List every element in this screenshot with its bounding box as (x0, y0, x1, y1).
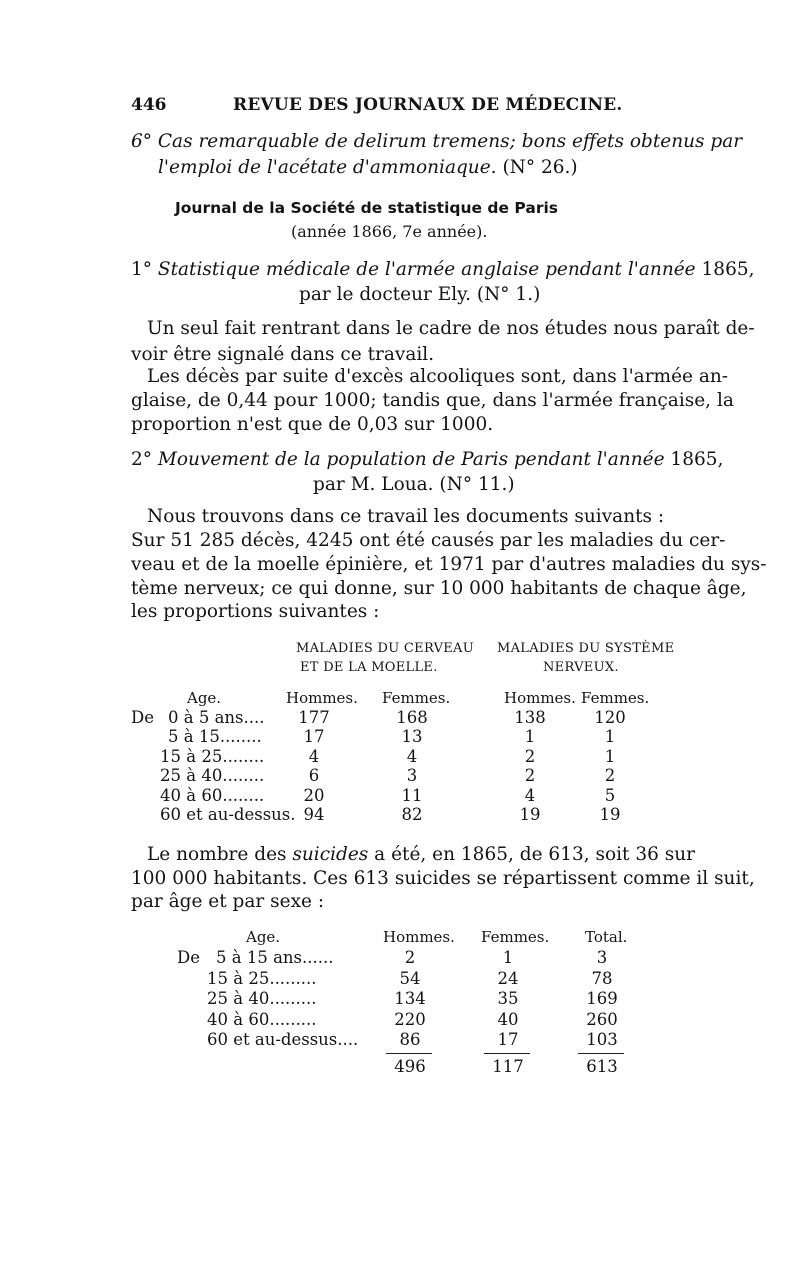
table1-cell: 168 (396, 708, 428, 727)
table1-row-age: 25 à 40........ (160, 766, 265, 786)
item1-author: par le docteur Ely. (N° 1.) (299, 284, 541, 305)
table2-cell: 260 (586, 1009, 618, 1029)
table1-cell: 2 (524, 766, 536, 786)
table1-cell: 82 (401, 805, 423, 824)
item6-line2 (158, 153, 578, 182)
item2-author: par M. Loua. (N° 11.) (313, 474, 515, 495)
table1-col-femmes-2: Femmes. (581, 689, 650, 707)
table2-cell: 220 (394, 1009, 426, 1029)
table1-cell: 1 (524, 727, 536, 747)
table1-group2-line2: NERVEUX. (543, 660, 619, 675)
para3-line5: les proportions suivantes : (131, 601, 380, 622)
running-title: REVUE DES JOURNAUX DE MÉDECINE. (233, 95, 623, 115)
table1-cell: 4 (308, 746, 320, 766)
table2-total-rule-total (578, 1053, 624, 1054)
table2-cell: 3 (596, 948, 608, 967)
para3-line1: Nous trouvons dans ce travail les documents suivants : (147, 506, 665, 527)
para4-line1-b: a été, en 1865, de 613, soit 36 sur (368, 844, 696, 865)
table2-col-hommes: Hommes. (383, 928, 455, 946)
table1-cell: 5 (604, 785, 616, 805)
table1-col-age: Age. (187, 689, 222, 707)
para1-line1: Un seul fait rentrant dans le cadre de nos études nous paraît de- (147, 318, 755, 339)
item1-title: Statistique médicale de l'armée anglaise pendant l'année (157, 259, 696, 280)
table2-total-rule-femmes (484, 1053, 530, 1054)
para4-line2: 100 000 habitants. Ces 613 suicides se répartissent comme il suit, (131, 868, 755, 889)
table2-cell: 2 (404, 948, 416, 967)
para3-line3: veau et de la moelle épinière, et 1971 par d'autres maladies du sys- (131, 554, 767, 575)
para2-line1: Les décès par suite d'excès alcooliques sont, dans l'armée an- (147, 366, 729, 387)
table2-col-age: Age. (246, 928, 281, 946)
table1-cell: 94 (303, 805, 325, 824)
table2-row-age: 25 à 40......... (207, 989, 317, 1009)
table1-cell: 19 (599, 805, 621, 824)
table2-row-age: 5 à 15 ans...... (216, 948, 334, 967)
table2-row-age: 15 à 25......... (207, 968, 317, 988)
table2-cell: 35 (497, 989, 519, 1009)
table1-cell: 2 (604, 766, 616, 786)
table1-row-prefix: De (131, 708, 154, 727)
table2-col-femmes: Femmes. (481, 928, 550, 946)
table2-total-femmes: 117 (492, 1057, 524, 1076)
table2-cell: 169 (586, 989, 618, 1009)
table1-col-hommes-2: Hommes. (504, 689, 576, 707)
table1-row-age: 60 et au-dessus. (160, 805, 296, 824)
table2-total-hommes: 496 (394, 1057, 426, 1076)
table1-cell: 20 (303, 785, 325, 805)
table1-cell: 1 (604, 746, 616, 766)
table2-row-prefix: De (177, 948, 200, 967)
journal-subtitle: (année 1866, 7e année). (291, 222, 488, 241)
table1-row-age: 15 à 25........ (160, 746, 265, 766)
table1-col-hommes-1: Hommes. (286, 689, 358, 707)
table1-cell: 1 (604, 727, 616, 747)
table1-cell: 2 (524, 746, 536, 766)
table2-col-total: Total. (585, 928, 628, 946)
table2-cell: 54 (399, 968, 421, 988)
table1-cell: 120 (594, 708, 626, 727)
table1-row-age: 40 à 60........ (160, 785, 265, 805)
table1-cell: 177 (298, 708, 330, 727)
table1-cell: 6 (308, 766, 320, 786)
journal-title: Journal de la Société de statistique de Paris (175, 199, 559, 217)
table2-row-age: 40 à 60......... (207, 1009, 317, 1029)
table1-group1-line2: ET DE LA MOELLE. (300, 660, 438, 675)
para4-suicides: suicides (292, 844, 369, 865)
table2-cell: 78 (591, 968, 613, 988)
table2-cell: 40 (497, 1009, 519, 1029)
table1-group2-line1: MALADIES DU SYSTÈME (497, 641, 675, 656)
item6-line2-tail: (N° 26.) (496, 157, 578, 178)
table1-row-age: 5 à 15........ (168, 727, 262, 747)
table2-cell: 134 (394, 989, 426, 1009)
table2-cell: 17 (497, 1030, 519, 1050)
para4-line1-a: Le nombre des (147, 844, 293, 865)
item1-number: 1° (131, 259, 153, 280)
para1-line2: voir être signalé dans ce travail. (131, 344, 435, 365)
table1-cell: 4 (524, 785, 536, 805)
table1-group1-line1: MALADIES DU CERVEAU (296, 641, 475, 656)
para3-line4: tème nerveux; ce qui donne, sur 10 000 habitants de chaque âge, (131, 578, 747, 599)
table1-cell: 17 (303, 727, 325, 747)
item2-year: 1865, (670, 449, 724, 470)
table1-cell: 13 (401, 727, 423, 747)
table1-col-femmes-1: Femmes. (382, 689, 451, 707)
table2-cell: 103 (586, 1030, 618, 1050)
item2-number: 2° (131, 449, 153, 470)
table2-total-rule-hommes (386, 1053, 432, 1054)
table2-cell: 1 (502, 948, 514, 967)
table1-cell: 138 (514, 708, 546, 727)
table1-cell: 11 (401, 785, 423, 805)
table1-row-age: 0 à 5 ans.... (168, 708, 265, 727)
table2-row-age: 60 et au-dessus.... (207, 1030, 359, 1050)
para2-line2: glaise, de 0,44 pour 1000; tandis que, dans l'armée française, la (131, 390, 734, 411)
para2-line3: proportion n'est que de 0,03 sur 1000. (131, 414, 494, 435)
item6-line2-italic: l'emploi de l'acétate d'ammoniaque. (158, 157, 497, 178)
table2-cell: 24 (497, 968, 519, 988)
table1-cell: 4 (406, 746, 418, 766)
item1-year: 1865, (701, 259, 755, 280)
para3-line2: Sur 51 285 décès, 4245 ont été causés par les maladies du cer- (131, 530, 726, 551)
para4-line3: par âge et par sexe : (131, 891, 325, 912)
table1-cell: 3 (406, 766, 418, 786)
item6-line1: 6° Cas remarquable de delirum tremens; bons effets obtenus par (131, 131, 743, 152)
page-number: 446 (131, 95, 167, 115)
table2-cell: 86 (399, 1030, 421, 1050)
item2-title: Mouvement de la population de Paris pendant l'année (157, 449, 665, 470)
table1-cell: 19 (519, 805, 541, 824)
table2-total-total: 613 (586, 1057, 618, 1076)
